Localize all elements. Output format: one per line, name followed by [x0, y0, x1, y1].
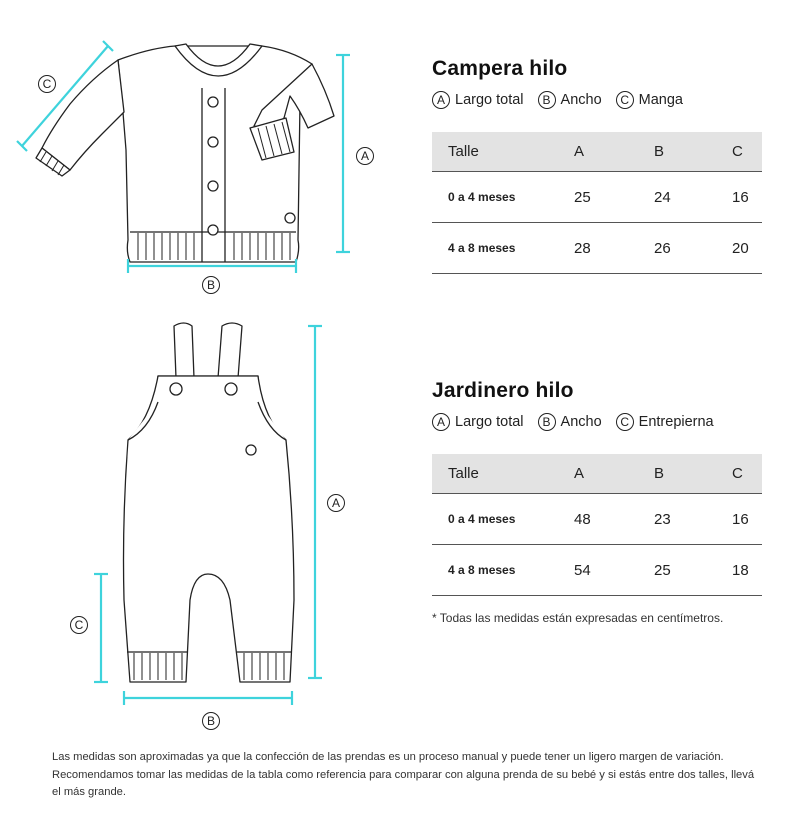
overall-legend [432, 413, 728, 431]
legend-item [432, 413, 524, 431]
value-cell: 54 [574, 545, 654, 596]
table-row [432, 545, 762, 596]
jacket-size-table [432, 132, 762, 274]
header-cell: Talle [432, 132, 574, 172]
table-header-row [432, 132, 762, 172]
value-cell: 18 [732, 545, 762, 596]
header-cell: B [654, 132, 732, 172]
header-cell: B [654, 454, 732, 494]
table-row [432, 172, 762, 223]
header-cell: C [732, 132, 762, 172]
value-cell: 24 [654, 172, 732, 223]
table-header-row [432, 454, 762, 494]
overall-marker-a: A [327, 494, 345, 512]
size-cell: 0 a 4 meses [432, 494, 574, 545]
legend-label: Largo total [455, 414, 524, 430]
header-cell: C [732, 454, 762, 494]
overall-size-table [432, 454, 762, 596]
legend-label: Manga [638, 92, 683, 108]
jacket-marker-b: B [202, 276, 220, 294]
size-cell: 4 a 8 meses [432, 223, 574, 274]
header-cell: Talle [432, 454, 574, 494]
table-row [432, 494, 762, 545]
jacket-marker-c: C [38, 75, 56, 93]
value-cell: 16 [732, 494, 762, 545]
value-cell: 28 [574, 223, 654, 274]
size-cell: 0 a 4 meses [432, 172, 574, 223]
header-cell: A [574, 454, 654, 494]
legend-item [432, 91, 524, 109]
legend-label: Ancho [560, 92, 602, 108]
value-cell: 48 [574, 494, 654, 545]
value-cell: 26 [654, 223, 732, 274]
legend-letter: A [432, 413, 450, 431]
legend-letter: B [538, 413, 556, 431]
jacket-marker-a: A [356, 147, 374, 165]
units-note: * Todas las medidas están expresadas en centímetros. [432, 611, 724, 625]
overall-illustration [124, 323, 295, 682]
legend-item [616, 91, 683, 109]
legend-letter: B [538, 91, 556, 109]
legend-letter: C [616, 413, 634, 431]
value-cell: 25 [574, 172, 654, 223]
legend-label: Entrepierna [638, 414, 714, 430]
footer-disclaimer: Las medidas son aproximadas ya que la confección de las prendas es un proceso manual y puede tener un ligero margen de variación. Recomendamos tomar las medidas de la tabla como referencia para comparar con alguna prenda de su bebé y si estás entre dos talles, llevá el más grande. [52, 751, 755, 798]
legend-letter: C [616, 91, 634, 109]
header-cell: A [574, 132, 654, 172]
legend-letter: A [432, 91, 450, 109]
jacket-legend [432, 91, 697, 109]
legend-item [538, 91, 602, 109]
legend-label: Largo total [455, 92, 524, 108]
overall-marker-c: C [70, 616, 88, 634]
jacket-title: Campera hilo [432, 57, 568, 80]
value-cell: 20 [732, 223, 762, 274]
overall-marker-b: B [202, 712, 220, 730]
value-cell: 23 [654, 494, 732, 545]
legend-item [538, 413, 602, 431]
value-cell: 25 [654, 545, 732, 596]
legend-item [616, 413, 714, 431]
table-row [432, 223, 762, 274]
legend-label: Ancho [560, 414, 602, 430]
size-cell: 4 a 8 meses [432, 545, 574, 596]
value-cell: 16 [732, 172, 762, 223]
overall-title: Jardinero hilo [432, 379, 574, 402]
